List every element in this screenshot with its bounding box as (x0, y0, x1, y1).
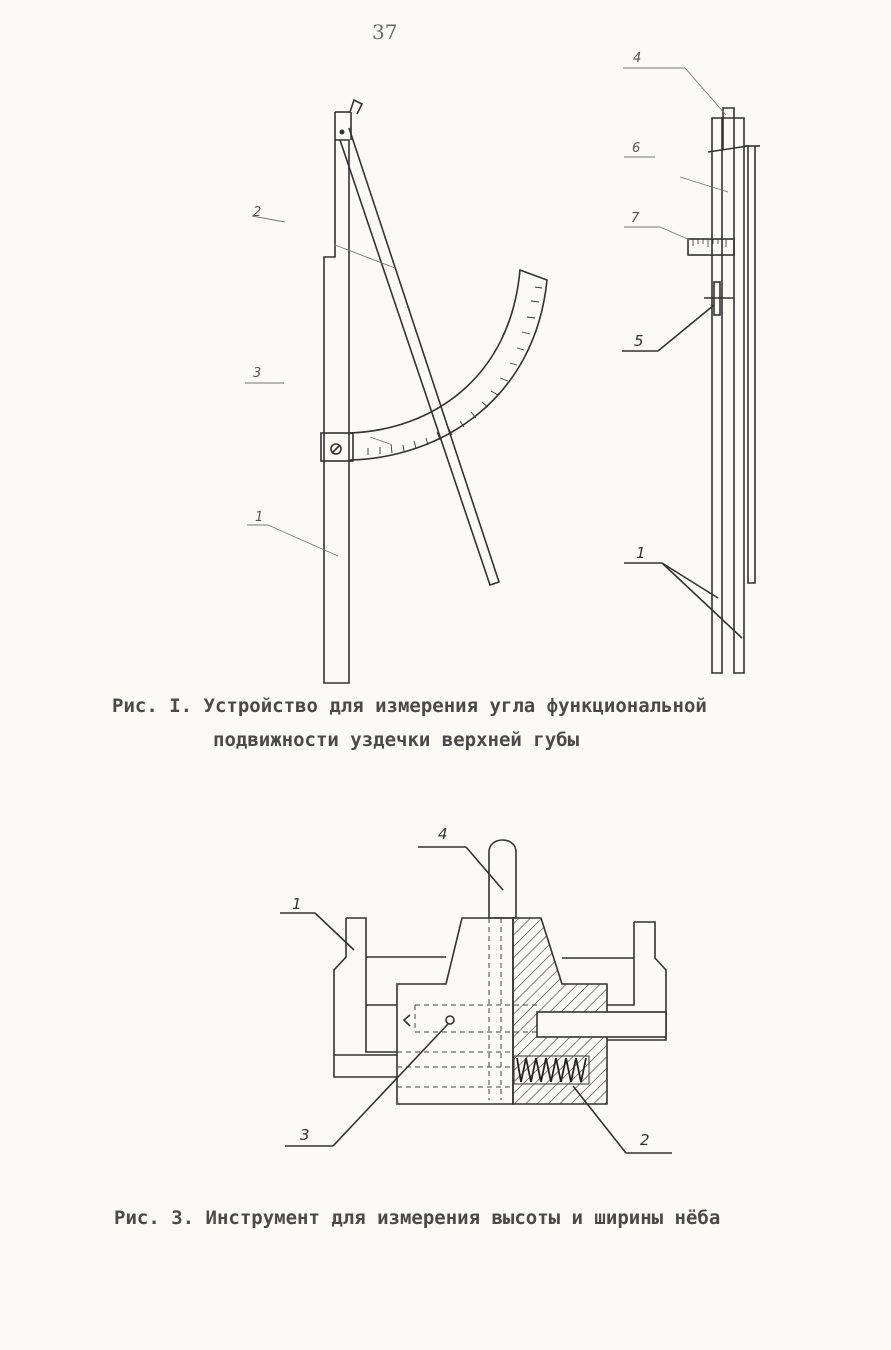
page-number: 37 (372, 20, 398, 44)
fig3-label-2: 2 (640, 1131, 650, 1149)
fig1-label-1-side: 1 (636, 544, 646, 562)
fig3-label-1: 1 (292, 895, 302, 913)
fig3-label-4: 4 (438, 825, 448, 843)
fig1-label-4: 4 (633, 51, 642, 66)
fig1-label-5: 5 (634, 332, 644, 350)
figure-3-caption: Рис. 3. Инструмент для измерения высоты и ширины нёба (114, 1207, 721, 1229)
fig1-label-6: 6 (632, 141, 641, 156)
fig1-label-7: 7 (631, 211, 640, 226)
fig1-label-1: 1 (255, 510, 264, 525)
figure-1-caption-line-2: подвижности уздечки верхней губы (213, 729, 580, 751)
fig1-label-3: 3 (253, 366, 262, 381)
fig1-label-2: 2 (253, 205, 262, 220)
fig3-label-3: 3 (300, 1126, 310, 1144)
figure-1-caption-line-1: Рис. I. Устройство для измерения угла функциональной (112, 695, 707, 717)
